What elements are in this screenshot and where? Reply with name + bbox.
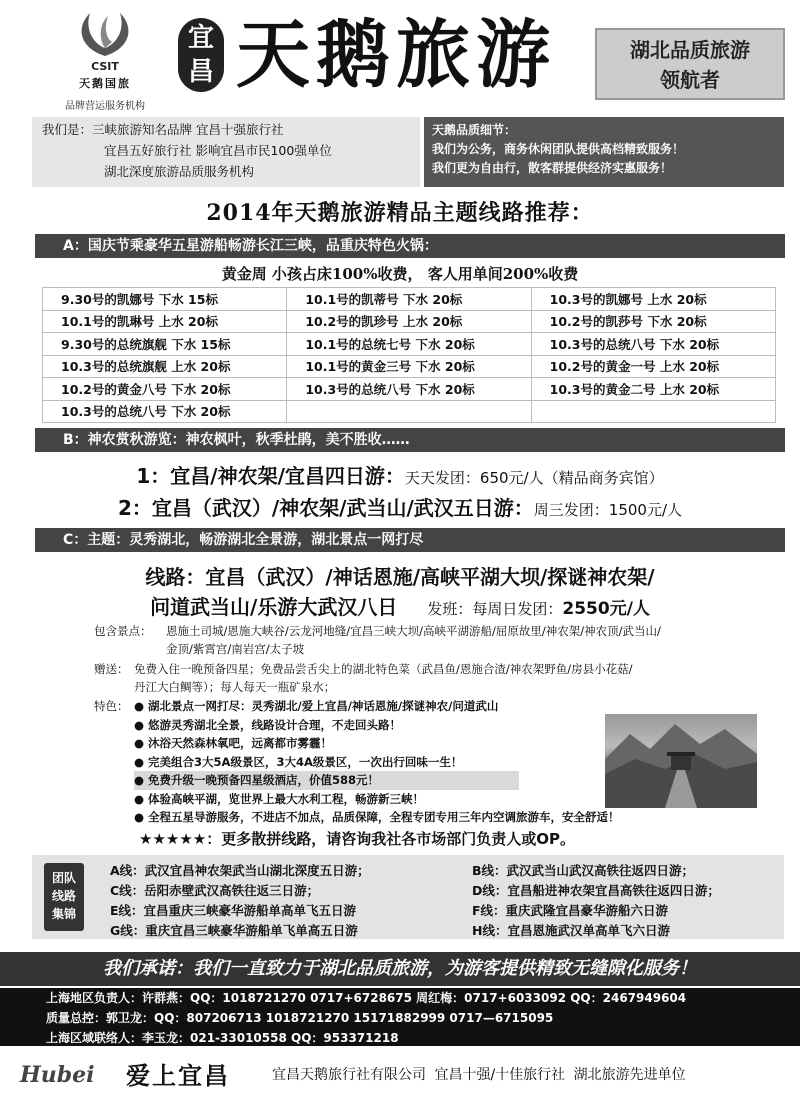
hubei-logo-brush-icon (20, 1048, 110, 1062)
quality-line: 我们更为自由行，散客群提供经济实惠服务！ (432, 161, 673, 175)
more-routes-line: ★★★★★：更多散拼线路，请咨询我社各市场部门负责人或OP。 (139, 830, 575, 848)
section-b-bar: B：神农赏秋游览：神农枫叶，秋季杜鹃，美不胜收…… (35, 428, 785, 452)
schedule-cell: 9.30号的凯娜号 下水 15标 (43, 288, 287, 311)
c-route-line-2-text: 问道武当山/乐游大武汉八日 (150, 595, 398, 619)
group-route: B线：武汉武当山武汉高铁往返四日游； (472, 863, 695, 878)
c-route-line-2 (0, 591, 800, 620)
feature-item: ● 沐浴天然森林氧吧，远离都市雾霾！ (134, 736, 333, 750)
footer-companies: 宜昌天鹅旅行社有限公司 宜昌十强/十佳旅行社 湖北旅游先进单位 (272, 1067, 686, 1083)
departure-label: 发班：每周日发团： (427, 600, 563, 618)
main-title: 2014年天鹅旅游精品主题线路推荐： (206, 200, 594, 226)
section-c-bar: C：主题：灵秀湖北，畅游湖北全景游，湖北景点一网打尽 (35, 528, 785, 552)
logo-brand-text: 天鹅国旅 (79, 77, 131, 90)
group-tag-line: 集锦 (51, 907, 76, 921)
route-b-2 (0, 492, 800, 521)
city-char-1: 宜 (187, 23, 214, 53)
schedule-row (43, 355, 776, 378)
departure-info (427, 600, 650, 618)
intro-line: 我们是：三峡旅游知名品牌 宜昌十强旅行社 (42, 122, 284, 137)
schedule-cell (287, 400, 531, 423)
slogan-line-2: 领航者 (660, 68, 720, 92)
gifts (96, 660, 766, 696)
route-b-1 (0, 460, 800, 489)
included-line: 金顶/紫霄宫/南岩宫/太子坡 (166, 642, 305, 656)
departure-price: 2550元/人 (562, 599, 650, 619)
promise-banner: 我们承诺：我们一直致力于湖北品质旅游，为游客提供精致无缝隙化服务！ (0, 952, 800, 986)
quality-line: 我们为公务，商务休闲团队提供高档精致服务！ (432, 142, 685, 156)
contact-line: 上海地区负责人：许群燕：QQ：1018721270 0717+6728675 周红梅：0717+6033092 QQ：2467949604 (46, 991, 687, 1005)
schedule-cell: 10.2号的凯珍号 上水 20标 (287, 310, 531, 333)
intro-line: 湖北深度旅游品质服务机构 (104, 164, 255, 179)
gift-line: 丹江大白鲷等）；每人每天一瓶矿泉水； (134, 680, 336, 694)
feature-item-highlight: ● 免费升级一晚预备四星级酒店，价值588元！ (134, 771, 519, 790)
schedule-cell: 10.2号的凯莎号 下水 20标 (531, 310, 775, 333)
group-route: H线：宜昌恩施武汉单高单飞六日游 (472, 923, 670, 938)
feature-item: ● 完美组合3大5A级景区，3大4A级景区，一次出行回味一生！ (134, 754, 463, 769)
section-a-bar: A：国庆节乘豪华五星游船畅游长江三峡，品重庆特色火锅： (35, 234, 785, 258)
intro-quality (424, 117, 784, 187)
contact-line: 上海区域联络人：李玉龙：021-33010558 QQ：953371218 (46, 1031, 399, 1045)
group-route: F线：重庆武隆宜昌豪华游船六日游 (472, 903, 669, 918)
schedule-cell: 10.3号的总统八号 下水 20标 (287, 378, 531, 401)
city-char-2: 昌 (187, 57, 214, 87)
schedule-cell: 9.30号的总统旗舰 下水 15标 (43, 333, 287, 356)
schedule-cell: 10.1号的凯琳号 上水 20标 (43, 310, 287, 333)
brand-logo (50, 8, 160, 112)
group-routes-tag (44, 863, 84, 931)
group-tag-line: 团队 (51, 871, 76, 885)
contact-line: 质量总控：郭卫龙：QQ：807206713 1018721270 15171882999 0717—6715095 (46, 1011, 554, 1025)
c-route-line-1: 线路：宜昌（武汉）/神话恩施/高峡平湖大坝/探谜神农架/ (145, 565, 655, 589)
group-route: C线：岳阳赤壁武汉高铁往返三日游； (110, 883, 320, 898)
schedule-row (43, 378, 776, 401)
feature-item: ● 湖北景点一网打尽：灵秀湖北/爱上宜昌/神话恩施/探谜神农/问道武山 (134, 699, 499, 713)
schedule-cell: 10.3号的总统八号 下水 20标 (531, 333, 775, 356)
schedule-cell: 10.3号的黄金二号 上水 20标 (531, 378, 775, 401)
feature-item: ● 悠游灵秀湖北全景，线路设计合理，不走回头路！ (134, 717, 402, 732)
schedule-cell: 10.1号的黄金三号 下水 20标 (287, 355, 531, 378)
section-a-note: 黄金周 小孩占床100%收费， 客人用单间200%收费 (221, 265, 579, 283)
route-b-1-suffix: 天天发团：650元/人（精品商务宾馆） (404, 469, 664, 487)
schedule-cell: 10.2号的黄金一号 上水 20标 (531, 355, 775, 378)
schedule-cell: 10.3号的凯娜号 上水 20标 (531, 288, 775, 311)
cruise-schedule-table (42, 287, 776, 423)
hubei-logo (20, 1048, 110, 1096)
feature-item: ● 体验高峡平湖，览世界上最大水利工程，畅游新三峡！ (134, 791, 425, 806)
quality-line: 天鹅品质细节： (432, 123, 517, 137)
schedule-cell: 10.3号的总统八号 下水 20标 (43, 400, 287, 423)
feature-item: ● 全程五星导游服务，不进店不加点，品质保障，全程专团专用三年内空调旅游车，安全舒适！ (134, 810, 620, 824)
feature-label: 特色： (94, 699, 129, 713)
logo-csit-text: CSIT (91, 60, 119, 73)
footer-love-yichang: 爱上宜昌 (126, 1062, 230, 1090)
route-b-2-title: 2：宜昌（武汉）/神农架/武当山/武汉五日游： (117, 496, 534, 520)
city-badge (178, 18, 224, 92)
included-label: 包含景点： (94, 624, 152, 638)
schedule-cell (531, 400, 775, 423)
group-route: D线：宜昌船进神农架宜昌高铁往返四日游； (472, 883, 720, 898)
hubei-logo-text: Hubei (20, 1062, 95, 1088)
footer (0, 1046, 800, 1100)
schedule-row (43, 288, 776, 311)
slogan-line-1: 湖北品质旅游 (630, 38, 750, 62)
group-route: G线：重庆宜昌三峡豪华游船单飞单高五日游 (110, 923, 358, 938)
intro-line: 宜昌五好旅行社 影响宜昌市民100强单位 (104, 143, 332, 158)
group-tag-line: 线路 (51, 889, 76, 903)
slogan-box (595, 28, 785, 100)
brand-title: 天鹅旅游 (236, 12, 556, 98)
schedule-row (43, 310, 776, 333)
header (0, 0, 800, 112)
logo-slogan: 品牌营运服务机构 (65, 101, 145, 112)
intro-about (32, 117, 420, 187)
group-route: A线：武汉宜昌神农架武当山湖北深度五日游； (110, 863, 370, 878)
route-b-1-title: 1：宜昌/神农架/宜昌四日游： (136, 464, 405, 488)
included-sights (96, 622, 766, 658)
contacts-block (0, 988, 800, 1048)
wudang-temple-photo (605, 714, 757, 808)
schedule-cell: 10.1号的总统七号 下水 20标 (287, 333, 531, 356)
gift-label: 赠送： (94, 662, 129, 676)
swan-logo-icon (70, 8, 140, 58)
mountain-temple-icon (605, 714, 757, 808)
schedule-cell: 10.2号的黄金八号 下水 20标 (43, 378, 287, 401)
schedule-row (43, 333, 776, 356)
gift-line: 免费入住一晚预备四星；免费品尝舌尖上的湖北特色菜（武昌鱼/恩施合渣/神农架野鱼/房县小花菇/ (134, 662, 633, 676)
schedule-row (43, 400, 776, 423)
group-route: E线：宜昌重庆三峡豪华游船单高单飞五日游 (110, 903, 357, 918)
schedule-cell: 10.1号的凯蒂号 下水 20标 (287, 288, 531, 311)
included-line: 恩施土司城/恩施大峡谷/云龙河地缝/宜昌三峡大坝/高峡平湖游船/屈原故里/神农架/神农顶/武当山/ (166, 624, 661, 638)
schedule-cell: 10.3号的总统旗舰 上水 20标 (43, 355, 287, 378)
route-b-2-suffix: 周三发团：1500元/人 (533, 501, 683, 519)
group-routes-box (32, 855, 784, 939)
